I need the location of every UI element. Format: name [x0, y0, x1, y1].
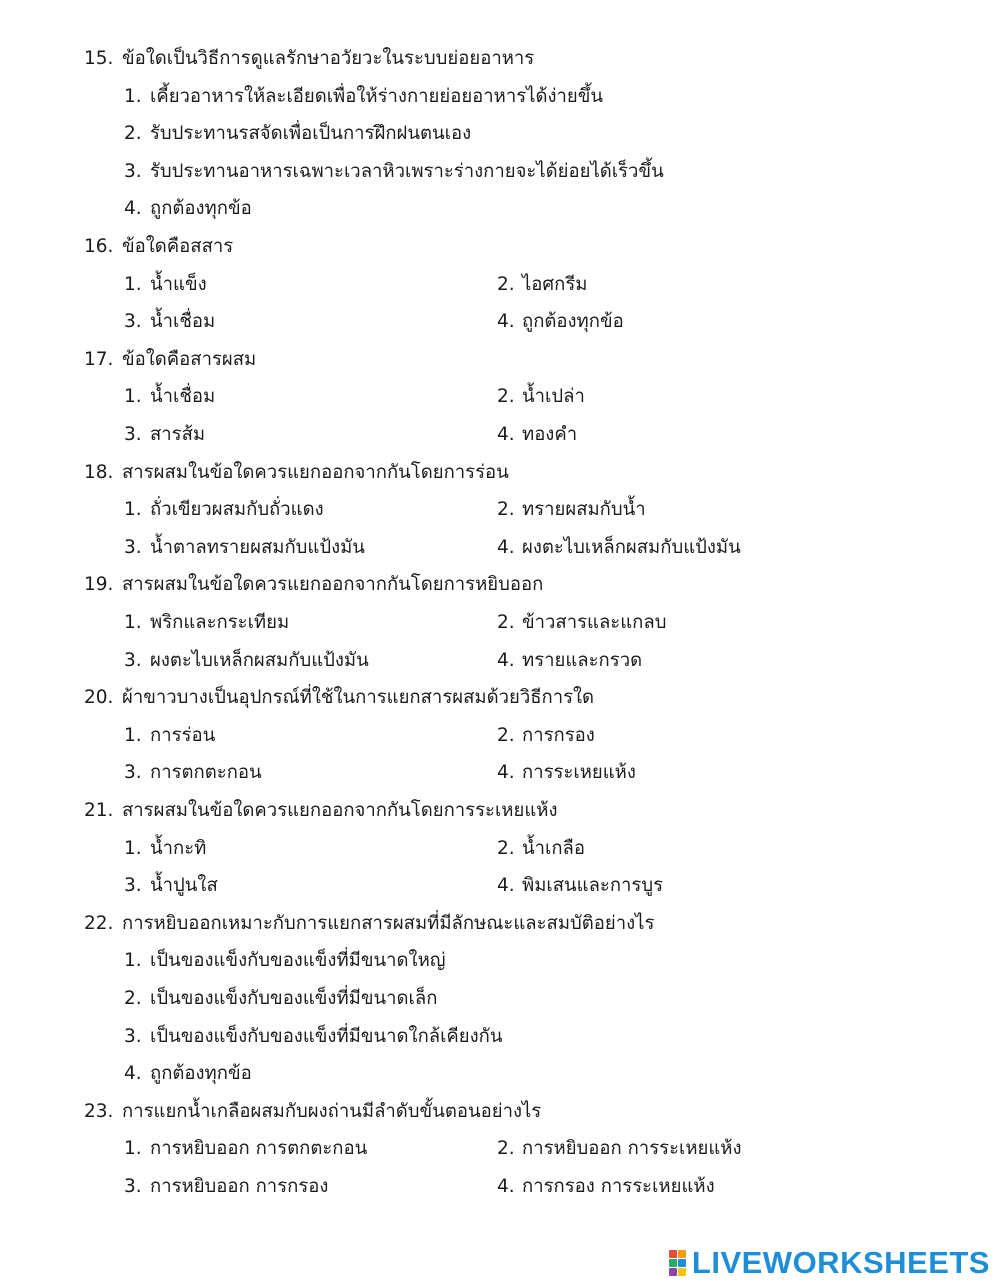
option-number: 3.: [124, 160, 142, 182]
option-number: 2.: [497, 386, 515, 408]
option-number: 2.: [124, 988, 142, 1009]
option-text: น้ำแข็ง: [150, 273, 207, 295]
option-item[interactable]: [0, 1022, 1000, 1052]
option-number: 1.: [124, 837, 142, 859]
option-text: รับประทานอาหารเฉพาะเวลาหิวเพราะร่างกายจะได้ย่อยได้เร็วขึ้น: [150, 160, 664, 182]
option-number: 4.: [497, 875, 515, 897]
option-number: 2.: [497, 837, 515, 859]
option-text: ทรายผสมกับน้ำ: [522, 499, 646, 521]
option-row: [0, 608, 1000, 638]
option-text: การร่อน: [150, 724, 216, 746]
question-text: ข้อใดคือสารผสม: [122, 348, 257, 370]
option-item[interactable]: [0, 82, 1000, 112]
option-number: 1.: [124, 950, 142, 972]
option-text: พิมเสนและการบูร: [522, 875, 664, 897]
question-text: สารผสมในข้อใดควรแยกออกจากกันโดยการหยิบออก: [122, 574, 544, 596]
option-text: การกรอง การระเหยแห้ง: [522, 1176, 715, 1197]
question-number: 17.: [84, 348, 114, 370]
option-item[interactable]: [0, 1059, 1000, 1089]
option-number: 3.: [124, 424, 142, 445]
option-text: น้ำปูนใส: [150, 875, 218, 897]
brand-name: LIVEWORKSHEETS: [691, 1245, 990, 1280]
question-17: [0, 345, 1000, 375]
option-text: การตกตะกอน: [150, 762, 262, 784]
option-number: 2.: [497, 499, 515, 521]
option-text: ไอศกรีม: [522, 273, 588, 295]
option-number: 1.: [124, 85, 142, 107]
option-number: 4.: [124, 1063, 142, 1085]
option-row: [0, 1172, 1000, 1202]
option-number: 4.: [497, 1176, 515, 1197]
option-number: 2.: [497, 612, 515, 633]
question-text: การแยกน้ำเกลือผสมกับผงถ่านมีลำดับขั้นตอนอย่างไร: [122, 1100, 542, 1122]
option-text: น้ำเปล่า: [522, 386, 585, 408]
option-number: 1.: [124, 1138, 142, 1160]
option-text: การหยิบออก การระเหยแห้ง: [522, 1138, 742, 1160]
question-text: ข้อใดคือสสาร: [122, 236, 234, 257]
option-text: เคี้ยวอาหารให้ละเอียดเพื่อให้ร่างกายย่อยอาหารได้ง่ายขึ้น: [150, 85, 604, 107]
option-row: [0, 420, 1000, 450]
question-number: 23.: [84, 1100, 114, 1122]
option-row: [0, 758, 1000, 788]
question-number: 15.: [84, 48, 114, 69]
option-number: 2.: [497, 273, 515, 295]
option-row: [0, 307, 1000, 337]
option-row: [0, 834, 1000, 864]
option-text: ผงตะไบเหล็กผสมกับแป้งมัน: [522, 536, 741, 558]
question-21: [0, 796, 1000, 826]
option-text: เป็นของแข็งกับของแข็งที่มีขนาดใหญ่: [150, 950, 446, 972]
option-row: [0, 382, 1000, 412]
option-text: ถั่วเขียวผสมกับถั่วแดง: [150, 499, 324, 521]
option-number: 3.: [124, 875, 142, 897]
option-number: 1.: [124, 273, 142, 295]
option-text: น้ำเกลือ: [522, 837, 586, 859]
option-number: 4.: [497, 762, 515, 784]
option-text: ทรายและกรวด: [522, 649, 643, 671]
option-number: 3.: [124, 1176, 142, 1197]
option-text: น้ำเชื่อม: [150, 386, 216, 408]
option-row: [0, 871, 1000, 901]
option-text: ถูกต้องทุกข้อ: [150, 198, 252, 220]
option-row: [0, 646, 1000, 676]
option-item[interactable]: [0, 119, 1000, 149]
option-text: การระเหยแห้ง: [522, 762, 636, 784]
option-text: ผงตะไบเหล็กผสมกับแป้งมัน: [150, 649, 369, 671]
question-number: 21.: [84, 800, 114, 821]
question-number: 20.: [84, 687, 114, 709]
option-text: สารส้ม: [150, 424, 206, 445]
question-22: [0, 909, 1000, 939]
question-number: 18.: [84, 461, 114, 483]
option-number: 3.: [124, 762, 142, 784]
option-text: เป็นของแข็งกับของแข็งที่มีขนาดใกล้เคียงกัน: [150, 1025, 503, 1047]
question-text: สารผสมในข้อใดควรแยกออกจากกันโดยการระเหยแห้ง: [122, 800, 558, 821]
option-text: น้ำเชื่อม: [150, 311, 216, 333]
question-number: 22.: [84, 912, 114, 934]
question-text: ข้อใดเป็นวิธีการดูแลรักษาอวัยวะในระบบย่อยอาหาร: [122, 48, 535, 69]
question-18: [0, 458, 1000, 488]
option-item[interactable]: [0, 984, 1000, 1014]
option-number: 4.: [497, 536, 515, 558]
option-row: [0, 1134, 1000, 1164]
option-number: 4.: [497, 424, 515, 445]
option-text: ข้าวสารและแกลบ: [522, 612, 667, 633]
option-text: การหยิบออก การกรอง: [150, 1176, 329, 1197]
question-number: 19.: [84, 574, 114, 596]
option-text: พริกและกระเทียม: [150, 612, 290, 633]
question-23: [0, 1097, 1000, 1127]
option-number: 3.: [124, 1025, 142, 1047]
option-number: 2.: [124, 123, 142, 145]
option-number: 3.: [124, 311, 142, 333]
option-number: 1.: [124, 499, 142, 521]
option-number: 3.: [124, 649, 142, 671]
option-item[interactable]: [0, 157, 1000, 187]
option-number: 1.: [124, 386, 142, 408]
option-text: การหยิบออก การตกตะกอน: [150, 1138, 368, 1160]
option-row: [0, 495, 1000, 525]
option-row: [0, 270, 1000, 300]
option-number: 3.: [124, 536, 142, 558]
question-text: สารผสมในข้อใดควรแยกออกจากกันโดยการร่อน: [122, 461, 509, 483]
question-text: การหยิบออกเหมาะกับการแยกสารผสมที่มีลักษณะและสมบัติอย่างไร: [122, 912, 655, 934]
option-number: 2.: [497, 724, 515, 746]
question-16: [0, 232, 1000, 262]
option-text: น้ำกะทิ: [150, 837, 207, 859]
liveworksheets-footer: [669, 1246, 990, 1280]
option-row: [0, 721, 1000, 751]
option-text: ถูกต้องทุกข้อ: [522, 311, 624, 333]
option-text: ถูกต้องทุกข้อ: [150, 1063, 252, 1085]
liveworksheets-logo-icon: [669, 1250, 686, 1276]
option-text: รับประทานรสจัดเพื่อเป็นการฝึกฝนตนเอง: [150, 123, 472, 145]
option-number: 1.: [124, 612, 142, 633]
option-number: 2.: [497, 1138, 515, 1160]
option-text: เป็นของแข็งกับของแข็งที่มีขนาดเล็ก: [150, 988, 438, 1009]
option-text: ทองคำ: [522, 424, 578, 445]
question-15: [0, 44, 1000, 74]
option-row: [0, 533, 1000, 563]
option-item[interactable]: [0, 194, 1000, 224]
question-number: 16.: [84, 236, 114, 257]
question-20: [0, 683, 1000, 713]
question-text: ผ้าขาวบางเป็นอุปกรณ์ที่ใช้ในการแยกสารผสมด้วยวิธีการใด: [122, 687, 595, 709]
option-number: 4.: [497, 649, 515, 671]
option-number: 4.: [124, 198, 142, 220]
option-number: 4.: [497, 311, 515, 333]
option-item[interactable]: [0, 946, 1000, 976]
question-19: [0, 570, 1000, 600]
option-text: การกรอง: [522, 724, 595, 746]
option-number: 1.: [124, 724, 142, 746]
option-text: น้ำตาลทรายผสมกับแป้งมัน: [150, 536, 365, 558]
